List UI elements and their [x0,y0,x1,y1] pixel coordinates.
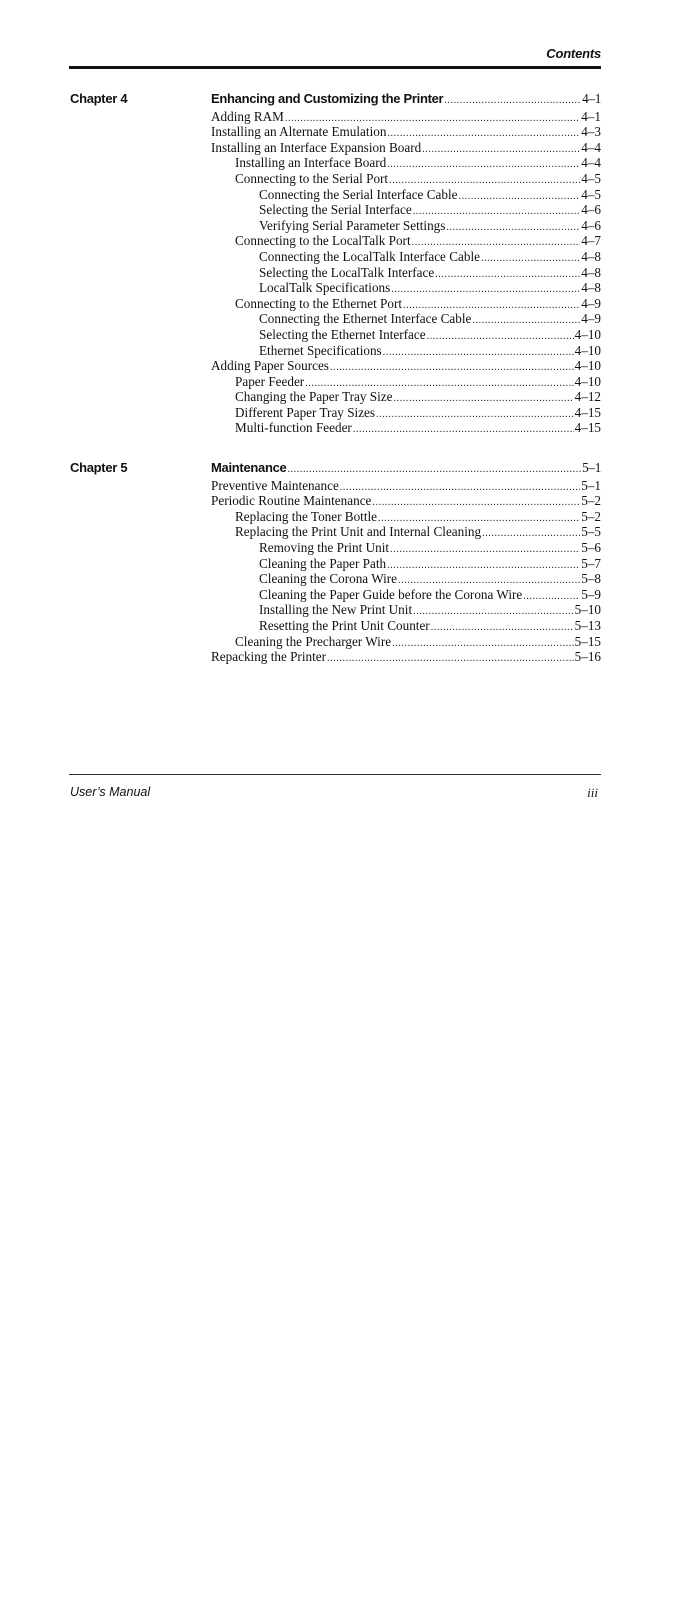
toc-entry[interactable] [211,649,601,665]
dot-leader [327,651,574,667]
toc-entry-text: Multi-function Feeder [235,420,352,436]
toc-entry-text: Connecting to the Serial Port [235,170,389,186]
toc-page-number: 5–13 [574,617,601,633]
toc-page-number: 5–5 [581,524,601,540]
toc-entry[interactable] [211,587,601,603]
toc-page-number: 4–3 [581,124,601,140]
toc-entry-text: Changing the Paper Tray Size [235,389,393,405]
toc-page-number: 4–6 [581,217,601,233]
toc-entry-text: Paper Feeder [235,373,305,389]
dot-leader [472,313,580,329]
toc-page-number: 5–2 [581,493,601,509]
toc-entry-text: Replacing the Toner Bottle [235,508,378,524]
dot-leader [523,589,580,605]
toc-entry[interactable] [211,171,601,187]
dot-leader [353,422,574,438]
toc-entry[interactable] [211,140,601,156]
toc-entry-text: Installing the New Print Unit [259,602,413,618]
toc-entry-text: Installing an Interface Board [235,155,387,171]
toc-entry[interactable] [211,478,601,494]
toc-entry[interactable] [211,233,601,249]
toc-page-number: 4–4 [581,139,601,155]
toc-entry[interactable] [211,327,601,343]
toc-entry[interactable] [211,571,601,587]
toc-page-number: 4–10 [574,373,601,389]
toc-page-number: 4–8 [581,264,601,280]
toc-page-number: 4–12 [574,389,601,405]
footer-page-number: iii [587,785,598,800]
toc-entry-text: Installing an Interface Expansion Board [211,139,422,155]
dot-leader [444,93,581,109]
toc-entry-text: Repacking the Printer [211,649,326,665]
dot-leader [392,636,574,652]
toc-entry-text: Resetting the Print Unit Counter [259,617,430,633]
toc-page-number: 4–5 [581,170,601,186]
toc-entry-text: Connecting the Ethernet Interface Cable [259,311,472,327]
toc-entry-text: Connecting to the Ethernet Port [235,295,403,311]
toc-page-number: 5–8 [581,571,601,587]
toc-entry-text: Adding RAM [211,108,284,124]
toc-chapter-title[interactable] [211,460,601,476]
toc-page-number: 5–9 [581,586,601,602]
toc-entry-text: Selecting the Ethernet Interface [259,326,426,342]
dot-leader [481,251,580,267]
toc-page-number: 4–10 [574,326,601,342]
toc-entry[interactable] [211,109,601,125]
toc-chapter-5 [211,460,601,665]
toc-entry-text: Ethernet Specifications [259,342,382,358]
toc-entry-text: Cleaning the Paper Path [259,555,387,571]
toc-page-number: 4–10 [574,342,601,358]
toc-entry-text: Maintenance [211,460,287,475]
toc-page-number: 4–10 [574,358,601,374]
dot-leader [446,220,580,236]
toc-entry[interactable] [211,202,601,218]
toc-page-number: 5–2 [581,508,601,524]
toc-page-number: 4–1 [582,91,601,106]
chapter-label: Chapter 4 [70,91,128,106]
toc-entry-text: Cleaning the Corona Wire [259,571,398,587]
dot-leader [376,407,574,423]
toc-entry-text: Adding Paper Sources [211,358,329,374]
toc-entry-text: Selecting the LocalTalk Interface [259,264,435,280]
toc-entry[interactable] [211,509,601,525]
dot-leader [287,462,581,478]
toc-entry-text: Selecting the Serial Interface [259,202,412,218]
toc-entry[interactable] [211,556,601,572]
toc-entry[interactable] [211,187,601,203]
toc-page-number: 5–15 [574,633,601,649]
toc-entry[interactable] [211,343,601,359]
toc-page-number: 4–15 [574,404,601,420]
toc-entry-text: Cleaning the Paper Guide before the Corona Wire [259,586,523,602]
toc-entry[interactable] [211,618,601,634]
toc-entry[interactable] [211,280,601,296]
toc-entry-text: Connecting the LocalTalk Interface Cable [259,248,480,264]
header-rule [69,66,601,69]
chapter-label: Chapter 5 [70,460,128,475]
dot-leader [340,480,580,496]
toc-entry[interactable] [211,311,601,327]
toc-entry[interactable] [211,405,601,421]
toc-page-number: 4–7 [581,233,601,249]
toc-page-number: 5–10 [574,602,601,618]
dot-leader [330,360,574,376]
toc-entry-text: Preventive Maintenance [211,477,339,493]
toc-entry[interactable] [211,249,601,265]
dot-leader [387,558,580,574]
footer-rule [69,774,601,775]
dot-leader [458,189,580,205]
toc-entry-text: Periodic Routine Maintenance [211,493,372,509]
dot-leader [372,495,580,511]
toc-entry[interactable] [211,493,601,509]
dot-leader [387,157,580,173]
toc-entry[interactable] [211,124,601,140]
toc-page-number: 4–9 [581,311,601,327]
toc-page-number: 5–7 [581,555,601,571]
dot-leader [383,345,574,361]
toc-entry[interactable] [211,420,601,436]
toc-entry[interactable] [211,602,601,618]
toc-entry[interactable] [211,389,601,405]
dot-leader [431,620,574,636]
dot-leader [435,267,580,283]
toc-entry-text: Verifying Serial Parameter Settings [259,217,446,233]
toc-entry-text: Enhancing and Customizing the Printer [211,91,444,106]
toc-entry-text: Installing an Alternate Emulation [211,124,387,140]
dot-leader [413,604,574,620]
toc-page-number: 4–8 [581,248,601,264]
dot-leader [391,282,580,298]
toc-entry[interactable] [211,265,601,281]
toc-entry[interactable] [211,524,601,540]
toc-chapter-4 [211,91,601,436]
toc-page-number: 5–6 [581,539,601,555]
footer-manual-title: User’s Manual [70,785,151,799]
dot-leader [394,391,574,407]
dot-leader [427,329,574,345]
toc-entry[interactable] [211,374,601,390]
page-header-title: Contents [546,46,601,61]
toc-page-number: 4–6 [581,202,601,218]
toc-page-number: 4–9 [581,295,601,311]
toc-entry[interactable] [211,358,601,374]
toc-page-number: 5–1 [582,460,601,475]
toc-entry[interactable] [211,296,601,312]
toc-chapter-title[interactable] [211,91,601,107]
toc-entry-text: Connecting to the LocalTalk Port [235,233,411,249]
toc-page-number: 4–8 [581,280,601,296]
dot-leader [422,142,580,158]
toc-page-number: 4–4 [581,155,601,171]
toc-entry-text: Connecting the Serial Interface Cable [259,186,458,202]
toc-entry-text: Cleaning the Precharger Wire [235,633,392,649]
toc-page-number: 5–16 [574,649,601,665]
toc-page-number: 5–1 [581,477,601,493]
toc-entry-text: Different Paper Tray Sizes [235,404,376,420]
toc-entry[interactable] [211,155,601,171]
toc-entry-text: LocalTalk Specifications [259,280,391,296]
toc-entry[interactable] [211,634,601,650]
toc-entry[interactable] [211,540,601,556]
dot-leader [390,542,580,558]
toc-page-number: 4–15 [574,420,601,436]
toc-entry-text: Removing the Print Unit [259,539,390,555]
toc-entry[interactable] [211,218,601,234]
dot-leader [482,526,580,542]
toc-page-number: 4–1 [581,108,601,124]
toc-page-number: 4–5 [581,186,601,202]
toc-entry-text: Replacing the Print Unit and Internal Cleaning [235,524,482,540]
